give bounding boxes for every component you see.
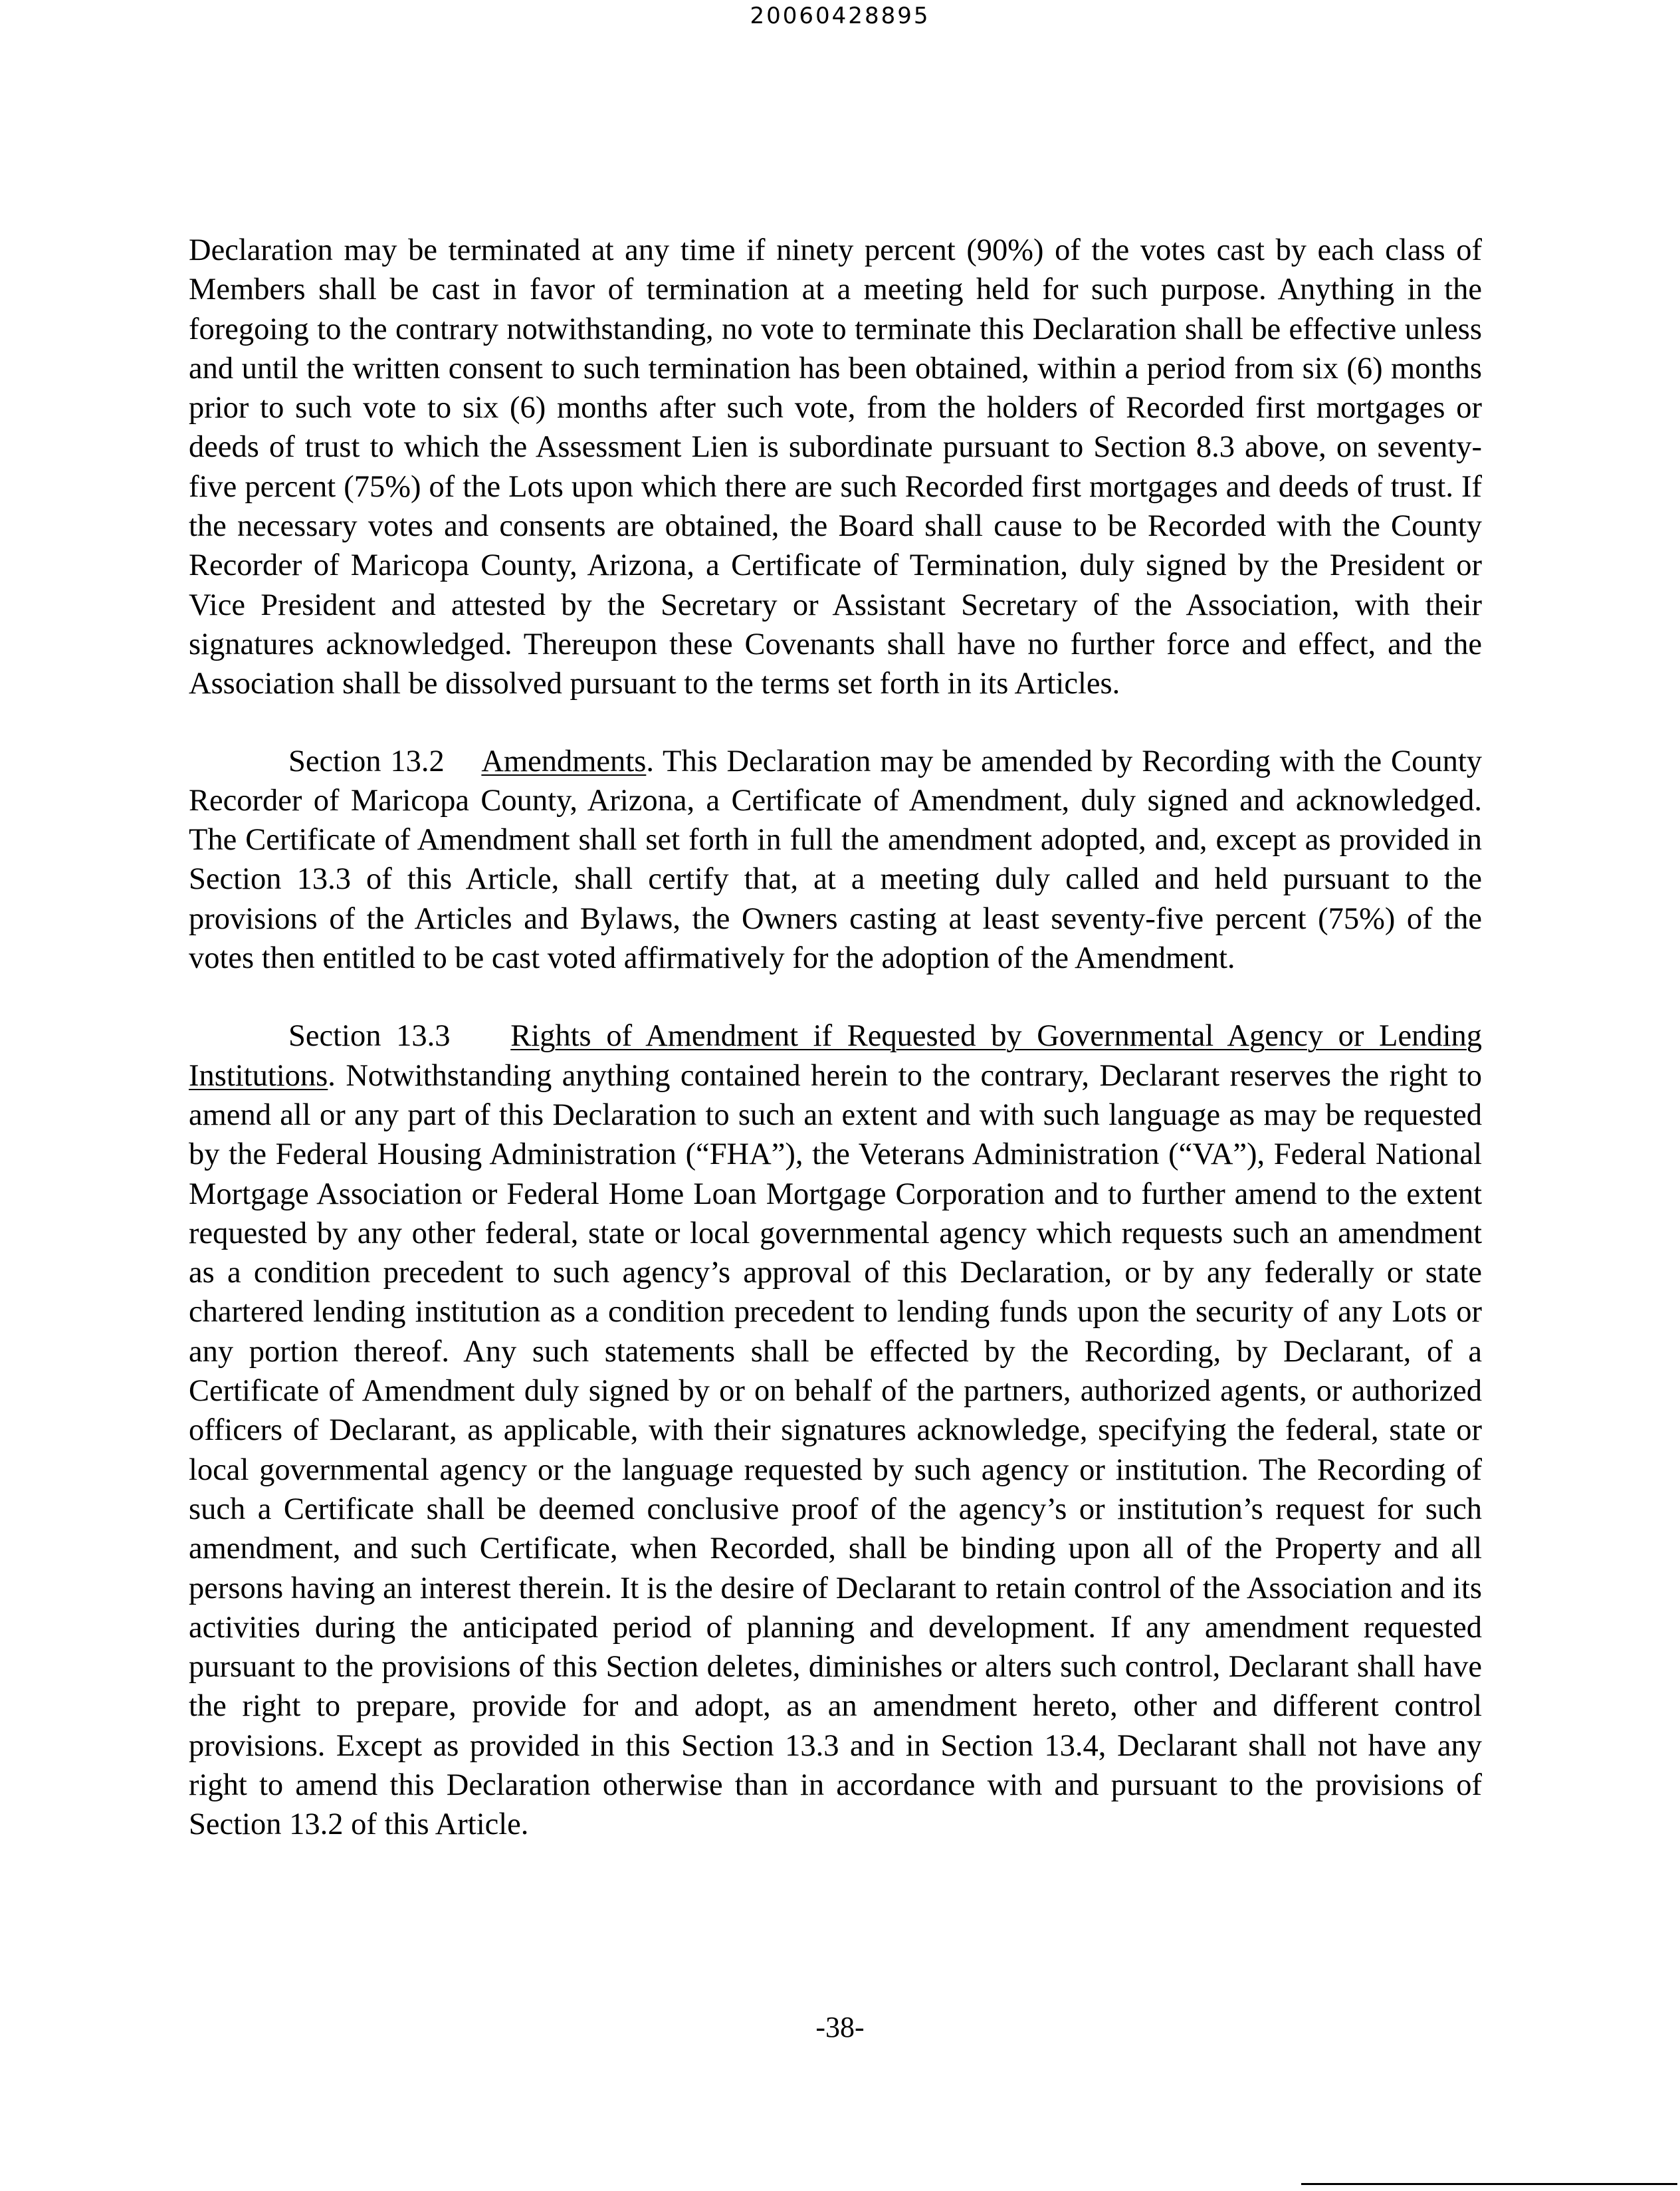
page-number: -38- — [815, 2011, 865, 2043]
section-13-3-heading: Rights of Amendment if Requested by Governmental Agency or Lending Institutions — [189, 1019, 1483, 1093]
section-13-2-heading: Amendments — [481, 744, 647, 778]
section-13-2-number: Section 13.2 — [288, 744, 445, 778]
section-13-2-body: . This Declaration may be amended by Recording with the County Recorder of Maricopa County, Arizona, a Certificate of Amendment, duly signed and acknowledged. The Certificate of Amendment shall set forth in full the amendment adopted, and, except as provided in Section 13.3 of this Article, shall certify that, at a meeting duly called and held pursuant to the provisions of the Articles and Bylaws, the Owners casting at least seventy-five percent (75%) of the votes then entitled to be cast voted affirmatively for the adoption of the Amendment. — [189, 744, 1482, 976]
bottom-scan-rule — [1301, 2183, 1677, 2185]
section-13-2-paragraph — [189, 742, 1482, 979]
page-body — [189, 231, 1482, 1845]
document-number: 20060428895 — [750, 3, 930, 29]
section-13-3-paragraph — [189, 1016, 1482, 1844]
section-13-3-number: Section 13.3 — [288, 1019, 451, 1054]
termination-paragraph: Declaration may be terminated at any time if ninety percent (90%) of the votes cast by each class of Members shall be cast in favor of termination at a meeting held for such purpose. Anything in the foregoing to the contrary notwithstanding, no vote to terminate this Declaration shall be effective unless and until the written consent to such termination has been obtained, within a period from six (6) months prior to such vote to six (6) months after such vote, from the holders of Recorded first mortgages or deeds of trust to which the Assessment Lien is subordinate pursuant to Section 8.3 above, on seventy-five percent (75%) of the Lots upon which there are such Recorded first mortgages and deeds of trust. If the necessary votes and consents are obtained, the Board shall cause to be Recorded with the County Recorder of Maricopa County, Arizona, a Certificate of Termination, duly signed by the President or Vice President and attested by the Secretary or Assistant Secretary of the Association, with their signatures acknowledged. Thereupon these Covenants shall have no further force and effect, and the Association shall be dissolved pursuant to the terms set forth in its Articles. — [189, 233, 1482, 701]
section-13-3-body: . Notwithstanding anything contained herein to the contrary, Declarant reserves the right to amend all or any part of this Declaration to such an extent and with such language as may be requested by the Federal Housing Administration (“FHA”), the Veterans Administration (“VA”), Federal National Mortgage Association or Federal Home Loan Mortgage Corporation and to further amend to the extent requested by any other federal, state or local governmental agency which requests such an amendment as a condition precedent to such agency’s approval of this Declaration, or by any federally or state chartered lending institution as a condition precedent to lending funds upon the security of any Lots or any portion thereof. Any such statements shall be effected by the Recording, by Declarant, of a Certificate of Amendment duly signed by or on behalf of the partners, authorized agents, or authorized officers of Declarant, as applicable, with their signatures acknowledge, specifying the federal, state or local governmental agency or the language requested by such agency or institution. The Recording of such a Certificate shall be deemed conclusive proof of the agency’s or institution’s request for such amendment, and such Certificate, when Recorded, shall be binding upon all of the Property and all persons having an interest therein. It is the desire of Declarant to retain control of the Association and its activities during the anticipated period of planning and development. If any amendment requested pursuant to the provisions of this Section deletes, diminishes or alters such control, Declarant shall have the right to prepare, provide for and adopt, as an amendment hereto, other and different control provisions. Except as provided in this Section 13.3 and in Section 13.4, Declarant shall not have any right to amend this Declaration otherwise than in accordance with and pursuant to the provisions of Section 13.2 of this Article. — [189, 1058, 1482, 1842]
